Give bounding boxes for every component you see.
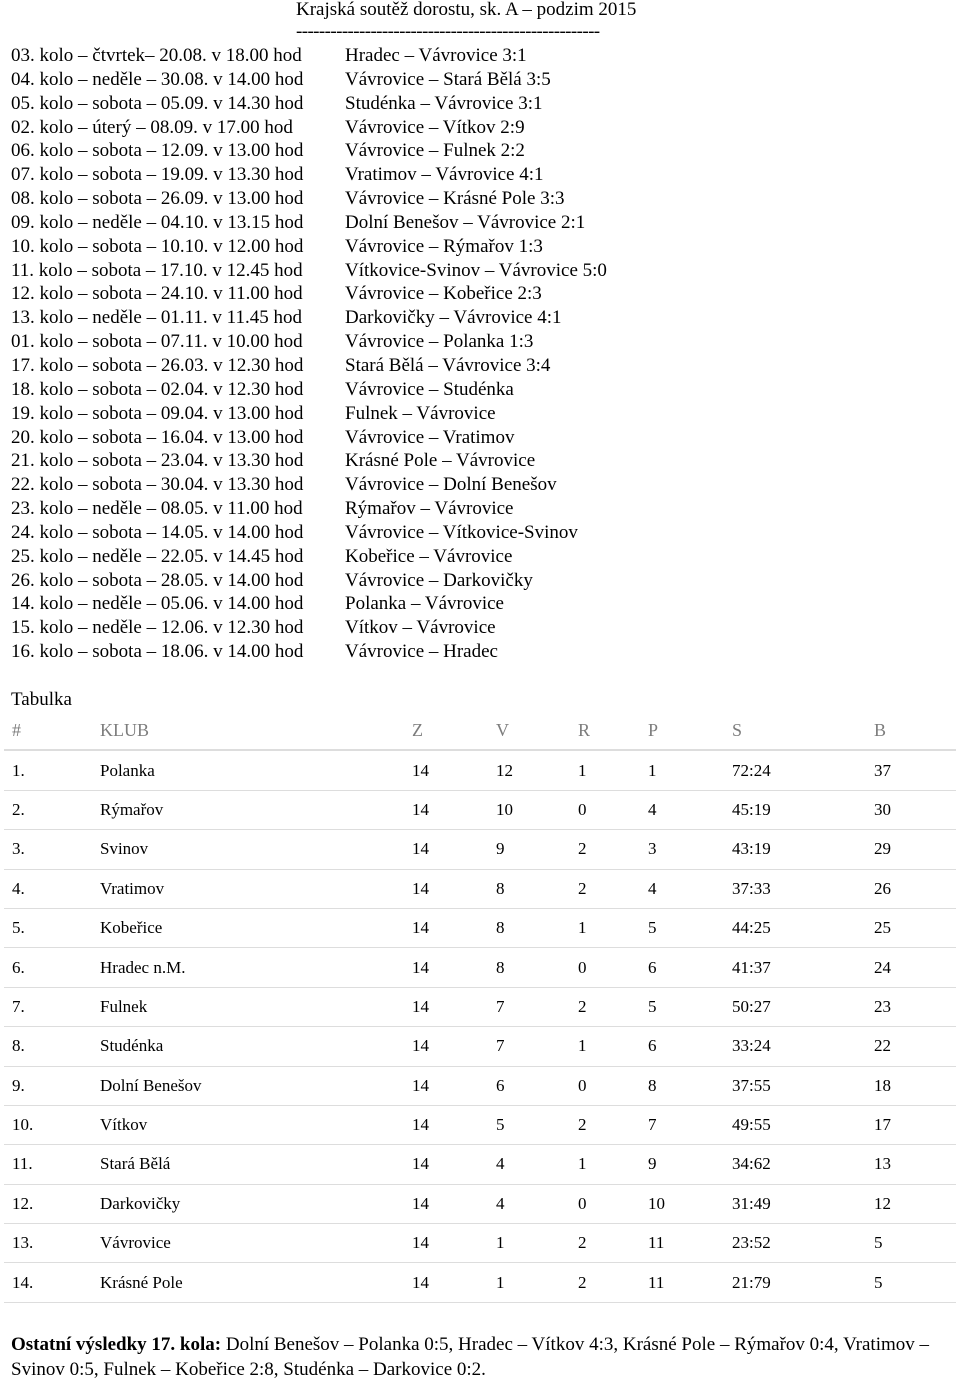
cell-draws: 1 [578, 1027, 648, 1066]
fixture-row [11, 569, 951, 593]
table-row [4, 790, 956, 829]
fixture-match: Vávrovice – Hradec [345, 641, 498, 663]
cell-wins: 8 [496, 908, 578, 947]
fixture-datetime: 23. kolo – neděle – 08.05. v 11.00 hod [11, 498, 303, 520]
cell-score: 34:62 [732, 1145, 874, 1184]
fixture-row [11, 426, 951, 450]
fixture-match: Darkovičky – Vávrovice 4:1 [345, 307, 562, 329]
fixture-datetime: 04. kolo – neděle – 30.08. v 14.00 hod [11, 68, 304, 90]
fixture-match: Vávrovice – Kobeřice 2:3 [345, 283, 542, 305]
fixture-datetime: 20. kolo – sobota – 16.04. v 13.00 hod [11, 426, 304, 448]
cell-rank: 10. [4, 1105, 100, 1144]
fixture-row [11, 640, 951, 664]
cell-draws: 1 [578, 750, 648, 790]
fixture-datetime: 16. kolo – sobota – 18.06. v 14.00 hod [11, 641, 304, 663]
cell-draws: 0 [578, 1184, 648, 1223]
cell-points: 5 [874, 1224, 956, 1263]
cell-wins: 8 [496, 948, 578, 987]
other-results-text: Dolní Benešov – Polanka 0:5, Hradec – Vítkov 4:3, Krásné Pole – Rýmařov 0:4, Vratimov – Svinov 0:5, Fulnek – Kobeřice 2:8, Studénka – Darkovice 0:2. [11, 1334, 930, 1380]
fixture-datetime: 22. kolo – sobota – 30.04. v 13.30 hod [11, 474, 304, 496]
cell-points: 26 [874, 869, 956, 908]
fixture-match: Hradec – Vávrovice 3:1 [345, 45, 527, 66]
cell-losses: 11 [648, 1224, 732, 1263]
fixture-match: Vávrovice – Studénka [345, 378, 514, 400]
fixture-row [11, 235, 951, 259]
cell-score: 21:79 [732, 1263, 874, 1302]
cell-score: 50:27 [732, 987, 874, 1026]
fixture-datetime: 11. kolo – sobota – 17.10. v 12.45 hod [11, 259, 303, 281]
fixture-datetime: 03. kolo – čtvrtek– 20.08. v 18.00 hod [11, 45, 302, 66]
table-row [4, 1066, 956, 1105]
cell-draws: 1 [578, 908, 648, 947]
cell-losses: 10 [648, 1184, 732, 1223]
cell-points: 29 [874, 830, 956, 869]
cell-played: 14 [412, 1145, 496, 1184]
cell-rank: 11. [4, 1145, 100, 1184]
fixture-row [11, 139, 951, 163]
cell-draws: 2 [578, 1224, 648, 1263]
fixture-row [11, 402, 951, 426]
fixture-match: Krásné Pole – Vávrovice [345, 450, 536, 472]
cell-wins: 6 [496, 1066, 578, 1105]
cell-played: 14 [412, 869, 496, 908]
cell-wins: 10 [496, 790, 578, 829]
cell-rank: 4. [4, 869, 100, 908]
table-row [4, 1105, 956, 1144]
cell-club: Fulnek [100, 987, 412, 1026]
fixture-datetime: 25. kolo – neděle – 22.05. v 14.45 hod [11, 545, 304, 567]
cell-losses: 5 [648, 908, 732, 947]
fixture-datetime: 02. kolo – úterý – 08.09. v 17.00 hod [11, 116, 293, 138]
cell-played: 14 [412, 1066, 496, 1105]
fixture-row [11, 306, 951, 330]
cell-score: 43:19 [732, 830, 874, 869]
fixture-match: Vávrovice – Darkovičky [345, 569, 533, 591]
fixture-row [11, 330, 951, 354]
cell-club: Vratimov [100, 869, 412, 908]
fixture-match: Fulnek – Vávrovice [345, 402, 496, 424]
cell-points: 13 [874, 1145, 956, 1184]
fixture-row [11, 616, 951, 640]
column-header-losses: P [648, 711, 732, 750]
cell-club: Darkovičky [100, 1184, 412, 1223]
cell-club: Polanka [100, 750, 412, 790]
cell-losses: 11 [648, 1263, 732, 1302]
cell-rank: 14. [4, 1263, 100, 1302]
title-underline: ----------------------------------------------------- [296, 21, 600, 42]
cell-wins: 7 [496, 1027, 578, 1066]
fixture-datetime: 18. kolo – sobota – 02.04. v 12.30 hod [11, 378, 304, 400]
cell-score: 23:52 [732, 1224, 874, 1263]
cell-score: 37:33 [732, 869, 874, 908]
cell-losses: 4 [648, 869, 732, 908]
fixture-row [11, 44, 951, 68]
fixture-row [11, 378, 951, 402]
cell-points: 18 [874, 1066, 956, 1105]
fixture-datetime: 05. kolo – sobota – 05.09. v 14.30 hod [11, 92, 304, 114]
cell-draws: 0 [578, 948, 648, 987]
standings-table [4, 711, 956, 1303]
fixture-datetime: 08. kolo – sobota – 26.09. v 13.00 hod [11, 188, 304, 210]
fixture-match: Vávrovice – Stará Bělá 3:5 [345, 68, 551, 90]
cell-losses: 5 [648, 987, 732, 1026]
fixture-datetime: 15. kolo – neděle – 12.06. v 12.30 hod [11, 617, 304, 639]
fixture-match: Studénka – Vávrovice 3:1 [345, 92, 543, 114]
column-header-score: S [732, 711, 874, 750]
cell-rank: 8. [4, 1027, 100, 1066]
cell-losses: 1 [648, 750, 732, 790]
cell-rank: 5. [4, 908, 100, 947]
column-header-club: KLUB [100, 711, 412, 750]
cell-rank: 12. [4, 1184, 100, 1223]
cell-played: 14 [412, 790, 496, 829]
fixture-match: Vávrovice – Fulnek 2:2 [345, 140, 525, 162]
cell-played: 14 [412, 1224, 496, 1263]
table-heading: Tabulka [11, 689, 72, 710]
cell-draws: 2 [578, 987, 648, 1026]
fixture-row [11, 282, 951, 306]
fixture-match: Kobeřice – Vávrovice [345, 545, 513, 567]
fixture-match: Rýmařov – Vávrovice [345, 498, 514, 520]
fixture-match: Vávrovice – Dolní Benešov [345, 474, 557, 496]
cell-points: 24 [874, 948, 956, 987]
fixture-datetime: 13. kolo – neděle – 01.11. v 11.45 hod [11, 307, 302, 329]
fixture-match: Stará Bělá – Vávrovice 3:4 [345, 354, 551, 376]
cell-club: Rýmařov [100, 790, 412, 829]
cell-points: 37 [874, 750, 956, 790]
cell-losses: 6 [648, 948, 732, 987]
fixture-row [11, 497, 951, 521]
cell-wins: 1 [496, 1224, 578, 1263]
fixture-match: Vávrovice – Krásné Pole 3:3 [345, 188, 565, 210]
table-row [4, 750, 956, 790]
cell-played: 14 [412, 1027, 496, 1066]
table-row [4, 1184, 956, 1223]
fixture-match: Vávrovice – Polanka 1:3 [345, 331, 534, 353]
cell-club: Vítkov [100, 1105, 412, 1144]
cell-score: 33:24 [732, 1027, 874, 1066]
fixture-row [11, 187, 951, 211]
table-row [4, 1027, 956, 1066]
cell-rank: 9. [4, 1066, 100, 1105]
column-header-played: Z [412, 711, 496, 750]
fixture-row [11, 259, 951, 283]
fixture-row [11, 68, 951, 92]
table-row [4, 908, 956, 947]
fixture-datetime: 06. kolo – sobota – 12.09. v 13.00 hod [11, 140, 304, 162]
fixture-match: Vávrovice – Vítkovice-Svinov [345, 521, 578, 543]
fixture-row [11, 92, 951, 116]
cell-rank: 7. [4, 987, 100, 1026]
cell-played: 14 [412, 1263, 496, 1302]
fixture-datetime: 07. kolo – sobota – 19.09. v 13.30 hod [11, 164, 304, 186]
standings-header-row [4, 711, 956, 750]
cell-club: Hradec n.M. [100, 948, 412, 987]
cell-score: 31:49 [732, 1184, 874, 1223]
cell-played: 14 [412, 908, 496, 947]
table-row [4, 1145, 956, 1184]
column-header-draws: R [578, 711, 648, 750]
fixture-datetime: 24. kolo – sobota – 14.05. v 14.00 hod [11, 521, 304, 543]
cell-draws: 0 [578, 790, 648, 829]
fixture-datetime: 17. kolo – sobota – 26.03. v 12.30 hod [11, 354, 304, 376]
other-results [11, 1333, 956, 1382]
cell-score: 49:55 [732, 1105, 874, 1144]
fixture-datetime: 01. kolo – sobota – 07.11. v 10.00 hod [11, 331, 303, 353]
cell-rank: 6. [4, 948, 100, 987]
cell-played: 14 [412, 948, 496, 987]
standings-body [4, 750, 956, 1302]
cell-draws: 2 [578, 1263, 648, 1302]
cell-points: 17 [874, 1105, 956, 1144]
cell-losses: 6 [648, 1027, 732, 1066]
cell-club: Stará Bělá [100, 1145, 412, 1184]
cell-draws: 1 [578, 1145, 648, 1184]
cell-club: Kobeřice [100, 908, 412, 947]
cell-points: 23 [874, 987, 956, 1026]
fixture-row [11, 354, 951, 378]
fixture-row [11, 592, 951, 616]
table-row [4, 1224, 956, 1263]
fixture-row [11, 163, 951, 187]
table-row [4, 987, 956, 1026]
cell-score: 72:24 [732, 750, 874, 790]
cell-losses: 9 [648, 1145, 732, 1184]
cell-rank: 13. [4, 1224, 100, 1263]
cell-points: 5 [874, 1263, 956, 1302]
cell-played: 14 [412, 830, 496, 869]
cell-score: 45:19 [732, 790, 874, 829]
fixture-row [11, 211, 951, 235]
fixture-match: Vítkov – Vávrovice [345, 617, 496, 639]
fixture-match: Vratimov – Vávrovice 4:1 [345, 164, 544, 186]
cell-draws: 2 [578, 869, 648, 908]
column-header-rank: # [4, 711, 100, 750]
cell-draws: 0 [578, 1066, 648, 1105]
cell-wins: 8 [496, 869, 578, 908]
cell-points: 22 [874, 1027, 956, 1066]
cell-wins: 4 [496, 1184, 578, 1223]
fixture-list [11, 44, 951, 664]
cell-score: 44:25 [732, 908, 874, 947]
other-results-label: Ostatní výsledky 17. kola: [11, 1334, 222, 1355]
cell-played: 14 [412, 1184, 496, 1223]
cell-losses: 3 [648, 830, 732, 869]
cell-played: 14 [412, 1105, 496, 1144]
column-header-points: B [874, 711, 956, 750]
cell-points: 25 [874, 908, 956, 947]
fixture-match: Vávrovice – Rýmařov 1:3 [345, 235, 543, 257]
fixture-datetime: 19. kolo – sobota – 09.04. v 13.00 hod [11, 402, 304, 424]
cell-wins: 7 [496, 987, 578, 1026]
fixture-datetime: 10. kolo – sobota – 10.10. v 12.00 hod [11, 235, 304, 257]
cell-draws: 2 [578, 1105, 648, 1144]
cell-wins: 9 [496, 830, 578, 869]
fixture-datetime: 21. kolo – sobota – 23.04. v 13.30 hod [11, 450, 304, 472]
fixture-match: Vávrovice – Vítkov 2:9 [345, 116, 525, 138]
cell-wins: 5 [496, 1105, 578, 1144]
fixture-match: Vávrovice – Vratimov [345, 426, 515, 448]
fixture-row [11, 116, 951, 140]
table-row [4, 948, 956, 987]
cell-score: 37:55 [732, 1066, 874, 1105]
cell-club: Vávrovice [100, 1224, 412, 1263]
cell-score: 41:37 [732, 948, 874, 987]
fixture-datetime: 14. kolo – neděle – 05.06. v 14.00 hod [11, 593, 304, 615]
fixture-row [11, 521, 951, 545]
fixture-match: Vítkovice-Svinov – Vávrovice 5:0 [345, 259, 607, 281]
table-row [4, 1263, 956, 1302]
fixture-row [11, 449, 951, 473]
standings-header [4, 711, 956, 750]
fixture-match: Dolní Benešov – Vávrovice 2:1 [345, 211, 586, 233]
cell-club: Studénka [100, 1027, 412, 1066]
cell-rank: 2. [4, 790, 100, 829]
fixture-row [11, 545, 951, 569]
cell-losses: 4 [648, 790, 732, 829]
fixture-datetime: 12. kolo – sobota – 24.10. v 11.00 hod [11, 283, 303, 305]
cell-losses: 7 [648, 1105, 732, 1144]
cell-played: 14 [412, 987, 496, 1026]
fixture-match: Polanka – Vávrovice [345, 593, 504, 615]
cell-wins: 4 [496, 1145, 578, 1184]
table-row [4, 830, 956, 869]
table-row [4, 869, 956, 908]
page-title: Krajská soutěž dorostu, sk. A – podzim 2015 [296, 0, 637, 20]
fixture-datetime: 09. kolo – neděle – 04.10. v 13.15 hod [11, 211, 304, 233]
fixture-row [11, 473, 951, 497]
cell-wins: 12 [496, 750, 578, 790]
cell-points: 12 [874, 1184, 956, 1223]
cell-losses: 8 [648, 1066, 732, 1105]
cell-played: 14 [412, 750, 496, 790]
cell-rank: 1. [4, 750, 100, 790]
cell-wins: 1 [496, 1263, 578, 1302]
cell-club: Krásné Pole [100, 1263, 412, 1302]
column-header-wins: V [496, 711, 578, 750]
cell-club: Svinov [100, 830, 412, 869]
fixture-datetime: 26. kolo – sobota – 28.05. v 14.00 hod [11, 569, 304, 591]
cell-club: Dolní Benešov [100, 1066, 412, 1105]
cell-points: 30 [874, 790, 956, 829]
cell-rank: 3. [4, 830, 100, 869]
cell-draws: 2 [578, 830, 648, 869]
